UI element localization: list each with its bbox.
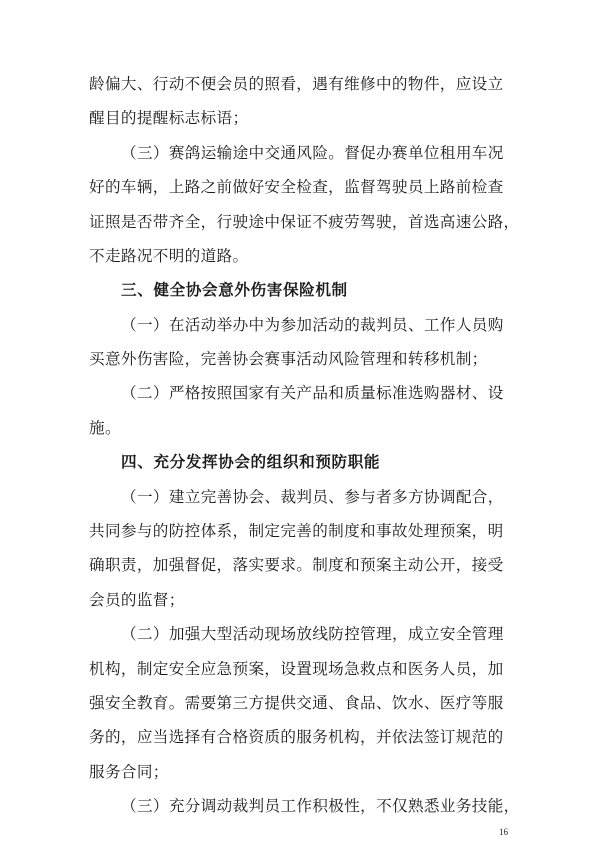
- paragraph-line: 证照是否带齐全，行驶途中保证不疲劳驾驶，首选高速公路，: [89, 212, 520, 231]
- paragraph-line: 醒目的提醒标志标语；: [89, 109, 249, 128]
- paragraph-line: （二）加强大型活动现场放线防控管理，成立安全管理: [121, 625, 504, 644]
- section-heading-3: 三、健全协会意外伤害保险机制: [121, 281, 348, 300]
- paragraph-line: 强安全教育。需要第三方提供交通、食品、饮水、医疗等服: [89, 693, 504, 712]
- paragraph-line: 共同参与的防控体系，制定完善的制度和事故处理预案，明: [89, 522, 504, 540]
- paragraph-line: 施。: [89, 418, 121, 437]
- paragraph-line: 买意外伤害险，完善协会赛事活动风险管理和转移机制；: [89, 350, 488, 368]
- paragraph-line: 确职责，加强督促，落实要求。制度和预案主动公开，接受: [89, 556, 504, 575]
- section-heading-4: 四、充分发挥协会的组织和预防职能: [121, 453, 381, 472]
- paragraph-line: （一）在活动举办中为参加活动的裁判员、工作人员购: [121, 315, 504, 334]
- paragraph-line: （二）严格按照国家有关产品和质量标准选购器材、设: [121, 384, 504, 403]
- paragraph-line: 龄偏大、行动不便会员的照看，遇有维修中的物件，应设立: [89, 75, 504, 93]
- paragraph-line: 好的车辆，上路之前做好安全检查，监督驾驶员上路前检查: [89, 178, 504, 197]
- page-number: 16: [499, 827, 508, 837]
- paragraph-line: （三）充分调动裁判员工作积极性，不仅熟悉业务技能，: [121, 797, 520, 815]
- paragraph-line: 务的，应当选择有合格资质的服务机构，并依法签订规范的: [89, 728, 504, 747]
- paragraph-line: 不走路况不明的道路。: [89, 246, 249, 265]
- paragraph-line: （一）建立完善协会、裁判员、参与者多方协调配合，: [121, 487, 504, 506]
- paragraph-line: 会员的监督；: [89, 590, 185, 609]
- paragraph-line: 服务合同；: [89, 762, 169, 781]
- paragraph-line: （三）赛鸽运输途中交通风险。督促办赛单位租用车况: [121, 143, 504, 162]
- paragraph-line: 机构，制定安全应急预案，设置现场急救点和医务人员，加: [89, 659, 504, 678]
